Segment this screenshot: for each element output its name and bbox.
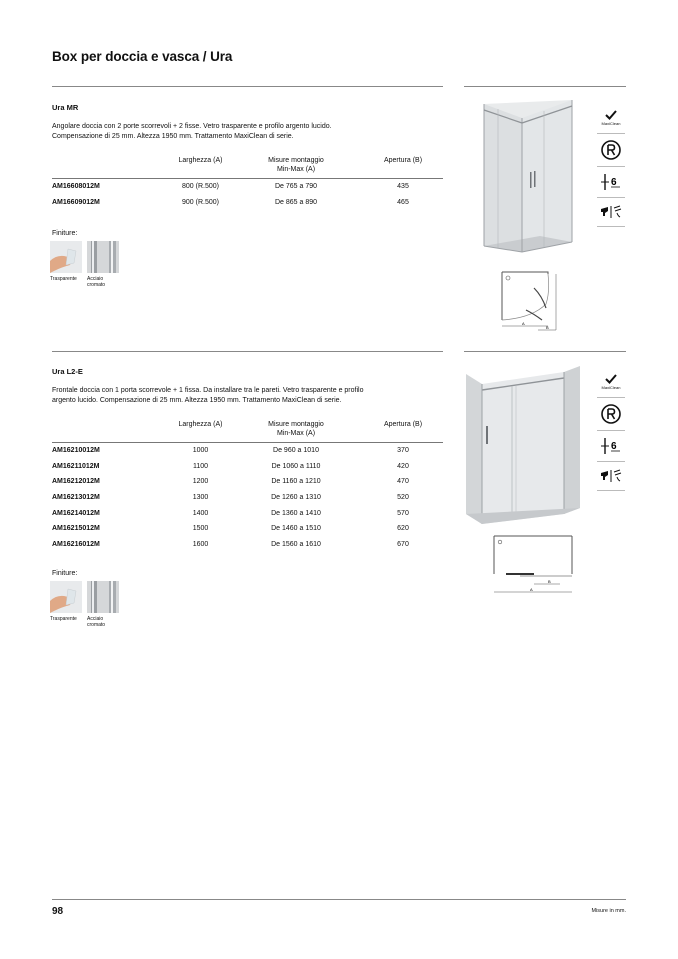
reversible-icon [600,403,622,425]
installation-badge [597,462,625,491]
section-divider [52,351,443,352]
checkmark-icon [605,374,617,384]
mount-cell: De 1560 a 1610 [271,540,321,548]
glass-thickness-icon [600,173,622,191]
column-header: Larghezza (A) [178,157,223,164]
opening-cell: 620 [397,525,409,533]
finish-label: Trasparente [50,616,77,622]
width-cell: 1000 [192,447,209,455]
glass-thickness-icon [600,437,622,455]
description-line: Frontale doccia con 1 porta scorrevole + 1 fissa. Da installare tra le pareti. Vetro trasparente e profilo [52,387,364,394]
opening-cell: 570 [397,509,409,517]
column-header [229,420,363,443]
table-row [52,490,443,506]
installation-icon [600,469,622,483]
page-number: 98 [52,906,64,917]
finiture-label: Finiture: [52,230,78,237]
glass-thickness-badge [597,431,625,462]
mount-cell: De 1460 a 1510 [271,525,321,533]
product-code: AM16210012M [52,447,100,455]
installation-badge [597,198,625,227]
dimension-a-label: A [522,321,525,326]
transparent-finish-swatch [50,241,82,273]
section-description [52,122,432,142]
thickness-value: 6 [611,441,617,452]
section-divider [464,351,626,352]
product-code: AM16609012M [52,198,100,206]
chrome-finish-swatch [87,581,119,613]
table-row [52,537,443,553]
section-divider [464,86,626,87]
table-row [52,474,443,490]
width-cell: 1400 [192,509,209,517]
finish-label: Acciaio cromato [87,276,106,288]
product-code: AM16215012M [52,525,100,533]
product-code: AM16212012M [52,478,100,486]
mount-cell: De 865 a 890 [274,198,318,206]
footer-note: Misure in mm. [591,908,626,914]
mount-cell: De 960 a 1010 [273,447,319,455]
width-cell: 1100 [192,462,209,470]
transparent-finish-swatch [50,581,82,613]
feature-icons [597,103,625,227]
finiture-label: Finiture: [52,570,78,577]
section-divider [52,86,443,87]
column-header-line: Misure montaggio [268,157,324,164]
width-cell: 900 (R.500) [182,198,219,206]
table-row [52,505,443,521]
dimension-b-label: B [548,579,551,584]
maxiclean-badge [597,103,625,134]
reversible-badge [597,134,625,167]
mount-cell: De 1160 a 1210 [271,478,321,486]
mount-cell: De 1360 a 1410 [271,509,321,517]
column-header-line: Min-Max (A) [276,166,316,173]
ura-l2-e-product-photo [466,364,584,526]
opening-cell: 520 [397,494,409,502]
opening-cell: 470 [397,478,409,486]
width-cell: 1600 [192,540,209,548]
description-line: Compensazione di 25 mm. Altezza 1950 mm. Trattamento MaxiClean di serie. [52,133,294,140]
section-description [52,386,432,406]
product-code: AM16216012M [52,540,100,548]
table-header-row [52,420,443,443]
column-header: Apertura (B) [383,421,423,428]
finish-label: Trasparente [50,276,77,282]
dimension-b-label: B [546,325,549,330]
mount-cell: De 1260 a 1310 [271,494,321,502]
dimension-a-label: A [530,587,533,592]
width-cell: 800 (R.500) [182,183,219,191]
width-cell: 1500 [192,525,209,533]
column-header: Apertura (B) [383,157,423,164]
page-title: Box per doccia e vasca / Ura [52,49,233,64]
table-row [52,521,443,537]
column-header: Larghezza (A) [178,421,223,428]
table-row [52,443,443,459]
thickness-value: 6 [611,177,617,188]
section-title: Ura MR [52,103,79,112]
table-header-row [52,156,443,179]
reversible-icon [600,139,622,161]
description-line: argento lucido. Compensazione di 25 mm. Altezza 1950 mm. Trattamento MaxiClean di serie. [52,397,342,404]
maxiclean-label: MaxiClean [601,385,621,390]
footer-divider [52,899,626,900]
mount-cell: De 765 a 790 [274,183,318,191]
reversible-badge [597,398,625,431]
maxiclean-badge [597,367,625,398]
product-code: AM16608012M [52,183,100,191]
spec-table [52,420,443,552]
finish-label: Acciaio cromato [87,616,106,628]
table-row [52,459,443,475]
ura-l2-e-plan-diagram [490,534,576,596]
ura-mr-plan-diagram [498,268,564,338]
chrome-finish-swatch [87,241,119,273]
glass-thickness-badge [597,167,625,198]
opening-cell: 370 [397,447,409,455]
section-title: Ura L2-E [52,367,83,376]
column-header-line: Misure montaggio [268,421,324,428]
opening-cell: 420 [397,462,409,470]
column-header [229,156,363,179]
table-row [52,195,443,211]
description-line: Angolare doccia con 2 porte scorrevoli + 2 fisse. Vetro trasparente e profilo argento lucido. [52,123,332,130]
mount-cell: De 1060 a 1110 [271,462,321,470]
installation-icon [600,205,622,219]
width-cell: 1300 [192,494,209,502]
checkmark-icon [605,110,617,120]
column-header-line: Min-Max (A) [276,430,316,437]
width-cell: 1200 [192,478,209,486]
opening-cell: 465 [397,198,409,206]
product-code: AM16213012M [52,494,100,502]
product-code: AM16211012M [52,462,100,470]
spec-table [52,156,443,210]
opening-cell: 670 [397,540,409,548]
opening-cell: 435 [397,183,409,191]
table-row [52,179,443,195]
ura-mr-product-photo [470,96,586,258]
maxiclean-label: MaxiClean [601,121,621,126]
feature-icons [597,367,625,491]
product-code: AM16214012M [52,509,100,517]
